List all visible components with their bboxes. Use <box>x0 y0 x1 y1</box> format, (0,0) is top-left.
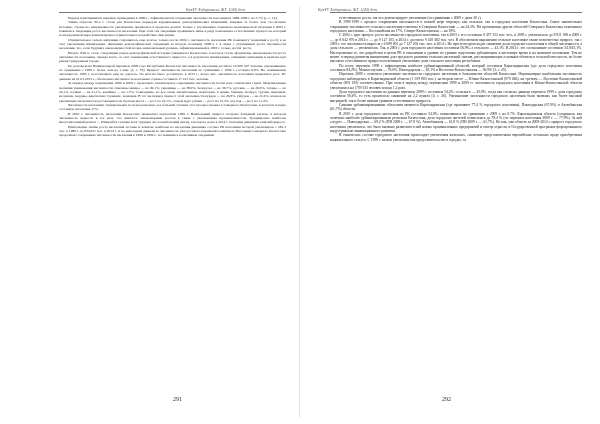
running-head: ҚазҰУ Хабаршысы. ЖГ. 1(40) бет. <box>186 7 246 12</box>
paragraph: Перепись 2009 г. отметила увеличение численности городского населения в большинстве областей Казахстана. Неравномерно наибольшая численность городских наблюдалась в Карагандинской области (1 019 883 тыс.), на втором месте — Южно-Казахстанской (970 046), на третьем — Восточно-Казахстанской области (691 183) соответственно. При этом в период между переписями 1999 и 2009 гг. численность городского населения в Южно-Казахстанской области увеличилась на (759 533 человек или на 1,2 раза. <box>330 72 582 90</box>
paragraph: В этнических составе городского населения происходит увеличения казахских, снижение представителями европейских эстонских вроде приобретения национального статуса. С 1999 г. казахи увеличили как представительство в городах, за <box>330 133 582 142</box>
running-head: ҚазҰУ Хабаршысы. ЖГ. 1(40) бет. <box>318 7 378 12</box>
paragraph: Таким образом, 90-е г. стали для Казахстана периодом кардинальных демографических изменений, впервые за более, чем сто-летнюю историю, страна пе, непрерывность увеличения, прервалась в пределах десяти. Только с улучшением социально-экономической ситуации в 2002 г. появилась тенденция роста численности населения. При этом эти тенденции проявились лишь в ряду показанных естественных процессов, который в определенной мере компенсировал отрицательное воздействие эмиграции. <box>59 20 286 38</box>
paragraph: Наибольшие темпы роста населения Астаны и Алматы, наиболее из населения динамика состава РК населения которой увеличилась с 281,3 тыс. в 1999 г. до 834,621 тыс. в 2014 г. А по некоторым данным ее численность уже достигла и превысила миллион. Население Северного Казахстана продолжает сокращение численности населения в 1999 и 1999 г., но появились позитивные тенденции <box>59 124 286 138</box>
header-rule <box>330 12 582 13</box>
paragraph: В 1999-1999 г. процесс сокращения численности в полной мере затронул, как сельское, так и городское население Казахстана. Самое значительное сокращение численности сельского населения отмечено в Северном Казахстане — на 24,3%. На протяжении других областей Северного Казахстана показывало городского населения — Костанайская на 17%, Северо-Казахстанская — на 18%. <box>330 20 582 34</box>
text-column <box>59 16 286 138</box>
text-column <box>330 16 582 142</box>
paragraph: Численность населения отрицательная по всем регионам, и в большей степени этот процесс вызвал в Северного Казахстана, в котором потерю составила население 17%. <box>59 102 286 112</box>
paragraph: С 2002 г. идет процесс роста численности городского населения, так в 2003 г. его составило 8 457 152 тыс. чел., в 2005 г. увеличилось до 8 811 396 в 2009 г. — до 8 642 976 в 2014 г. — до 9 127 103, в 2014 г. достигло 9 410 482 тыс. чел. В абсолютном выражении сельское население также повсеместно прирост, так с 2003 г. его численность выросла с 6 699 001 до 7 127 202 тыс. чел. в 2014 г. Но при этом происходит снижение доли городского населения в общей численности, а доля сельского — увеличилась. Так, в 2003 г. доля городского населения составила 56,9%, а сельского — 43,1%. В 2014 г. это соотношение составило 54,9/45,1%. Настороженно то, что разработки в целом РК в отношении к уровню по уровню подготовки урбанизации, в настоящее время и на значимое положение. Тем не менее, в период развития инициативы для городского развития сельских населений, снизив, рассматривающих основные объекты в сельской местности, по более высокого естественного прироста позитивное увеличение доли сельского населения республики. <box>330 33 582 64</box>
paragraph: Отрицательное сальдо миграции сохранялось еще долгое, только после 2004 г. численность населения РК понемногу тенденция к росту в ее счет увеличения иммиграции. Динамика демографических тенденций за вторую половину 2000-х г. в связи с улучшением роста численности населения, что, если будущих закономерностей потерь национальный уровень, зафиксированный в 1993 г. только достиг роста. <box>59 37 286 51</box>
paragraph: Самыми урбанизированными областями являются Карагандинская (где проживает 77,4 % городского населения), Павлодарская (67,9%) и Актюбинская (61,7%) области. <box>330 102 582 112</box>
paragraph: В 2010 г. доля городского населения по РК составила 54,9%, повысившись по сравнению с 2009 г. на 0,7%. Карагандинская область (сохранила, как отмечено наиболее урбанизированным регионом Казахстана, доля городских жителей повысилась до 78,4 % (по переписи населения 2009 г. — 77,9%). За ней следует — Павлодарская — 69,2 % (ПН 2009 г. — 67,9 %), Актюбинская — 61,8 % (ПН 2009 г. — 61,7%). Но как, уже область за 2009-2014 г. прирост городского населения увеличился, что было вызвано развитием в ней новых промышленных предприятий и сектор отрасли, в Государственной программе форсированного индустриально-инновационного развития. <box>330 111 582 133</box>
paragraph: естественного роста, так что демонстрирует увеличение (по сравнению с 2009 г. даже 20 г). <box>339 16 482 20</box>
paragraph: В 2010 г. численность населения Казахстана превысила показатели 1999 г. Наибольший прирост получил Западный регион, в котором численность выросла в 2,2 раза, что являлось закономерным ростом в связи с увеличением промышленности. Традиционно наиболее многочисленный регион — Южный (в течение всех трудных лет и наибольший шаги), так как на долю в 2014 г. половина движения занятий прирост. <box>59 111 286 125</box>
paragraph: Период наметившихся перемен, приведения в 1999 г., зафиксировался сохранение численности населения в 1989-1999 г. на 7,7% [1, с. 14]. <box>68 16 278 20</box>
paragraph: За период между переписями 1999 и 2009 г. произошло значительное сокращение численности почти всех этнических групп. Максимальные значения уменьшения численности отмечены немцы — на 49,1%, украинцы — на 38,9%, белорусы — на 36,7%, русские — на 26,6%, татары — на 24,1%, поляки — на 21,1%, корейцы — на 1,3%. Совпадение, по все очень значительные, некоторые, в армян, башкир, беларус, грузин, немецкой, молдаван, мордвы, киргизских турецких, чеченцев. В тот же период прирост этой численности курдов — на 26,8%, уйгуров — на 22,4%, казахов на увеличение численности растающихся на третьем месте — рост на 22,1%, следом идут узбеки — рост на 15,3%, азу-бая — рост на 11,4%. <box>59 81 286 103</box>
paragraph: По результатам Национальной переписи 2009 года Республики Казахстан численность населения достигла 16 009 597 человек, увеличившись по сравнению с 1999 г. более, чем на 1 млн. [2, с. 35]. Прирост численности населения по сравнению с 1999 г. составил 6,9%. Но, наименьшая численность 1993 г. восстановить еще не удалось. По итогам было достигнуто в 2013 г., когда чис- численность населения превысила рост. По данным на 01.01.2013 г., обеспечена численность населения страны составила 17 415 тыс. человек. <box>59 63 286 81</box>
page-number: 292 <box>442 397 451 403</box>
paragraph: По итогу переписи 1999 г. зафиксирован наиболее урбанизированный областей, который составила Карагандинская (где доля городского населения составила 84,2%), Мангистауская — 78,6%, Павлодарская — 65,1% и Восточно-Казахстанская — 56,9% [3, с. 45]. <box>330 63 582 73</box>
page-number: 291 <box>173 397 182 403</box>
header-rule <box>59 12 286 13</box>
paragraph: Начало XXI в. стало следующим рядом демографической истории суверенного Казахстана, в которое стали оформлены закономерности роста численности населения, прежде всего, за счет повышения естественного прироста, а в результате иммиграции, снижения эмиграции и притока при реконструируемым городе. <box>59 50 286 64</box>
right-page <box>300 0 600 424</box>
paragraph: Доля городского населения по данным переписи 2009 г. составила 54,2%, сельского — 45,8%, тогда как согласно данным переписи 1999 г. доля городских составила 56,4%, то есть произошло снижение на 2,2 пункта [4, с. 26]. Уменьшение численности городского населения было вызвано, как более высокой миграцией, так и более низким уровнем естественного прироста. <box>330 89 582 103</box>
